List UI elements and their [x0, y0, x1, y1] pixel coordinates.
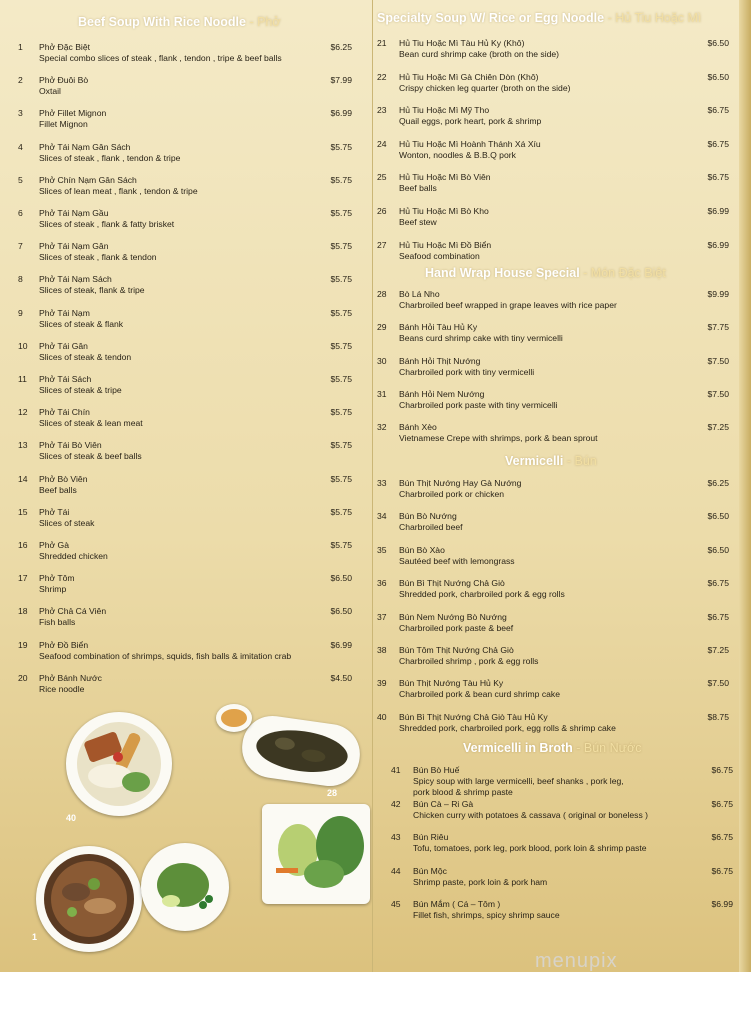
menu-item-price: $6.75	[707, 138, 729, 149]
menu-item-price: $5.75	[330, 141, 352, 152]
menu-item-price: $5.75	[330, 307, 352, 318]
right-column	[372, 0, 751, 972]
menu-item-description: Crispy chicken leg quarter (broth on the side)	[399, 82, 571, 93]
menu-item-price: $7.25	[707, 645, 729, 655]
menu-item-name: Bún Riêu	[413, 832, 449, 843]
menu-item-price: $7.25	[707, 422, 729, 433]
menu-item-description: Charbroiled beef wrapped in grape leaves with rice paper	[399, 300, 617, 310]
menu-item-description: Rice noodle	[39, 683, 85, 694]
menu-item-name: Phở Tái Sách	[39, 374, 92, 384]
menu-item-number: 31	[377, 388, 387, 399]
menu-item-name: Phở Fillet Mignon	[39, 108, 107, 119]
menu-item-description: Slices of steak & tendon	[39, 351, 132, 362]
photo-plate-pho-icon	[36, 846, 142, 952]
menu-item	[377, 545, 729, 575]
menu-item-name: Bún Cà – Ri Gà	[413, 798, 474, 809]
menu-item	[377, 478, 729, 508]
photo-plate-garnish-icon	[141, 843, 229, 931]
menu-item-price: $6.50	[707, 511, 729, 522]
menu-item-name: Bánh Hỏi Nem Nướng	[399, 388, 485, 399]
menu-item-description: Slices of steak & tripe	[39, 385, 122, 395]
menu-item-name: Bánh Xèo	[399, 422, 437, 433]
menu-item	[18, 606, 352, 636]
menu-item-number: 6	[18, 208, 23, 218]
menu-item-price: $7.50	[707, 355, 729, 366]
menu-item	[18, 175, 352, 205]
menu-item	[377, 712, 729, 742]
menu-item	[18, 75, 352, 105]
section-title-viet: - Bún	[566, 454, 597, 468]
menu-item-number: 28	[377, 289, 387, 299]
menu-item-name: Bún Bì Thịt Nướng Chả Giò Tàu Hủ Ky	[399, 711, 548, 722]
menu-item-price: $5.75	[330, 506, 352, 517]
menu-item-name: Hủ Tiu Hoặc Mì Gà Chiên Dòn (Khô)	[399, 71, 539, 82]
left-column	[0, 0, 372, 972]
menu-item	[377, 422, 729, 452]
menu-item	[377, 139, 729, 169]
menu-item-description: Bean curd shrimp cake (broth on the side)	[399, 49, 560, 59]
section-title-text: Hand Wrap House Special	[425, 266, 580, 280]
menu-item-description: Shredded chicken	[39, 551, 108, 561]
menu-item-number: 30	[377, 355, 387, 366]
menu-item-price: $7.50	[707, 388, 729, 399]
menu-item	[377, 511, 729, 541]
menu-item	[18, 374, 352, 404]
photo-label-1: 1	[32, 932, 38, 942]
menu-item-name: Phở Bánh Nước	[39, 672, 102, 683]
menu-item-number: 24	[377, 138, 387, 149]
food-photo-collage	[0, 700, 372, 972]
menu-item-name: Phở Tái Bò Viên	[39, 440, 102, 451]
menu-item-description: Charbroiled pork paste with tiny vermicelli	[399, 399, 558, 410]
menu-item	[377, 322, 729, 352]
menu-item-name: Phở Chả Cá Viên	[39, 606, 107, 617]
menu-item-name: Bò Lá Nho	[399, 289, 440, 299]
menu-item	[18, 673, 352, 703]
menu-item-price: $7.50	[707, 678, 729, 689]
dipping-sauce-icon	[216, 704, 252, 732]
section-title-viet: - Bún Nước	[576, 741, 642, 755]
menu-item-number: 25	[377, 172, 387, 183]
menu-item-number: 38	[377, 645, 387, 655]
menu-item-number: 15	[18, 506, 28, 517]
menu-item-price: $6.25	[330, 42, 352, 52]
menu-item	[377, 105, 729, 135]
menu-item-description: Slices of steak , flank & fatty brisket	[39, 219, 175, 229]
menu-item-price: $5.75	[330, 374, 352, 384]
menu-item-number: 39	[377, 678, 387, 689]
section-title-pho	[78, 15, 281, 29]
menu-item-price: $6.75	[711, 832, 733, 843]
menu-item	[377, 38, 729, 68]
menu-item-description: Shredded pork, charbroiled pork & egg rolls	[399, 589, 565, 600]
menu-item	[18, 507, 352, 537]
menu-item-name: Hủ Tiu Hoặc Mì Tàu Hủ Ky (Khô)	[399, 38, 525, 48]
menu-item	[18, 42, 352, 72]
menu-item-number: 32	[377, 422, 387, 433]
menu-item	[377, 206, 729, 236]
menu-item-name: Bún Thịt Nướng Tàu Hủ Ky	[399, 678, 504, 689]
menu-item-price: $5.75	[330, 208, 352, 218]
menu-item-name: Phở Đồ Biển	[39, 639, 89, 650]
menu-item-number: 40	[377, 711, 387, 722]
menu-item-number: 5	[18, 174, 23, 185]
menu-item-name: Phở Đuôi Bò	[39, 75, 89, 86]
menu-item-number: 36	[377, 578, 387, 589]
menu-item-description: Tofu, tomatoes, pork leg, pork blood, pork loin & shrimp paste	[413, 843, 647, 854]
menu-item-description: Charbroiled pork with tiny vermicelli	[399, 366, 535, 377]
menu-item-price: $6.75	[711, 765, 733, 775]
menu-item-name: Hủ Tiu Hoặc Mì Đồ Biển	[399, 239, 492, 250]
menu-item-description: Oxtail	[39, 86, 61, 97]
photo-plate-grape-beef-icon	[238, 712, 363, 790]
sauce-bowl-icon	[216, 704, 252, 732]
menu-item	[18, 540, 352, 570]
menu-item-number: 27	[377, 239, 387, 250]
menu-item-name: Bánh Hỏi Tàu Hủ Ky	[399, 322, 478, 333]
menu-item-price: $9.99	[707, 289, 729, 299]
fresh-herbs-icon	[262, 804, 370, 904]
menu-item-name: Bún Mắm ( Cá – Tôm )	[413, 899, 501, 910]
menu-item-price: $6.75	[711, 865, 733, 876]
menu-item-number: 4	[18, 141, 23, 152]
menu-item-price: $6.50	[707, 71, 729, 82]
menu-item-price: $6.99	[711, 899, 733, 910]
menu-item-name: Phở Tái Nạm Gân Sách	[39, 141, 131, 152]
menu-item-number: 42	[391, 798, 401, 809]
menu-item-number: 41	[391, 765, 401, 775]
menu-item-price: $5.75	[330, 407, 352, 418]
section-title-handwrap	[425, 266, 666, 280]
menu-item-name: Hủ Tiu Hoặc Mì Bò Kho	[399, 206, 489, 216]
menu-item-description: Slices of steak , flank & tendon	[39, 252, 157, 263]
menu-item-number: 3	[18, 108, 23, 119]
menu-item-price: $6.25	[707, 478, 729, 488]
menu-item-description: Fillet fish, shrimps, spicy shrimp sauce	[413, 910, 560, 921]
menu-item	[18, 241, 352, 271]
menu-item-price: $6.75	[707, 611, 729, 622]
menu-item-number: 12	[18, 407, 28, 418]
menu-item	[377, 72, 729, 102]
menu-item	[377, 389, 729, 419]
menu-item-price: $6.75	[707, 578, 729, 589]
menu-item-name: Hủ Tiu Hoặc Mì Hoành Thánh Xá Xíu	[399, 138, 541, 149]
menu-item	[18, 440, 352, 470]
menu-item-name: Phở Chín Nạm Gân Sách	[39, 174, 137, 185]
menu-item	[18, 108, 352, 138]
menu-item	[377, 678, 729, 708]
menu-item-name: Bánh Hỏi Thịt Nướng	[399, 355, 481, 366]
menu-item-number: 33	[377, 478, 387, 488]
menu-item-description: Slices of lean meat , flank , tendon & tripe	[39, 185, 198, 196]
menu-item-description: Seafood combination of shrimps, squids, fish balls & imitation crab	[39, 650, 292, 661]
menu-item-number: 29	[377, 322, 387, 333]
menu-item-number: 2	[18, 75, 23, 86]
section-title-specialty	[377, 11, 701, 25]
menu-item-description-continued: pork blood & shrimp paste	[413, 787, 513, 797]
menu-item-number: 45	[391, 899, 401, 910]
menu-item-price: $6.50	[707, 38, 729, 48]
menu-item-number: 19	[18, 639, 28, 650]
menu-item-description: Slices of steak & flank	[39, 318, 124, 329]
section-title-viet: - Phở	[249, 15, 281, 29]
menu-item-description: Shredded pork, charbroiled pork, egg rolls & shrimp cake	[399, 722, 616, 733]
menu-item-name: Bún Nem Nướng Bò Nướng	[399, 611, 507, 622]
menu-item	[377, 172, 729, 202]
vermicelli-dish-icon	[66, 712, 172, 816]
menu-item-price: $6.75	[707, 105, 729, 116]
menu-item-number: 26	[377, 206, 387, 216]
section-title-text: Beef Soup With Rice Noodle	[78, 15, 246, 29]
menu-item-name: Phở Bò Viên	[39, 473, 88, 484]
menu-item-description: Wonton, noodles & B.B.Q pork	[399, 149, 516, 160]
menu-item-description: Quail eggs, pork heart, pork & shrimp	[399, 116, 542, 127]
section-title-vermicelli	[505, 454, 597, 468]
menu-item	[391, 899, 733, 929]
menu-item-price: $7.99	[330, 75, 352, 86]
section-title-broth	[463, 741, 641, 755]
menu-item-price: $6.99	[330, 108, 352, 119]
menu-item-description: Beans curd shrimp cake with tiny vermicelli	[399, 333, 563, 344]
menu-item	[18, 474, 352, 504]
menu-item-description: Slices of steak & lean meat	[39, 418, 143, 429]
menu-item-price: $5.75	[330, 241, 352, 252]
menu-item-name: Phở Tôm	[39, 573, 75, 584]
menu-item-description: Chicken curry with potatoes & cassava ( original or boneless )	[413, 809, 649, 820]
menu-item-price: $6.50	[330, 606, 352, 617]
menu-item-name: Phở Tái Nạm Sách	[39, 274, 112, 285]
menu-item	[377, 578, 729, 608]
menu-item-price: $6.99	[707, 239, 729, 250]
menu-item-name: Phở Tái Nạm Gầu	[39, 208, 109, 218]
menu-item-number: 13	[18, 440, 28, 451]
photo-label-40: 40	[66, 813, 77, 823]
menu-item-description: Fish balls	[39, 617, 76, 628]
menu-item	[391, 799, 733, 829]
menu-item-number: 23	[377, 105, 387, 116]
menu-item-price: $5.75	[330, 174, 352, 185]
menu-item-description: Charbroiled shrimp , pork & egg rolls	[399, 656, 539, 666]
menu-item-name: Bún Bì Thịt Nướng Chả Giò	[399, 578, 505, 589]
section-title-text: Specialty Soup W/ Rice or Egg Noodle	[377, 11, 605, 25]
menu-item-price: $5.75	[330, 340, 352, 351]
menu-item	[377, 645, 729, 675]
menu-item-price: $5.75	[330, 540, 352, 550]
menu-item-name: Phở Gà	[39, 540, 69, 550]
menu-item-number: 22	[377, 71, 387, 82]
menu-item	[18, 640, 352, 670]
menu-item-description: Slices of steak , flank , tendon & tripe	[39, 152, 181, 163]
menu-item-description: Charbroiled pork & bean curd shrimp cake	[399, 689, 560, 700]
menu-item	[391, 832, 733, 862]
menu-item-description: Charbroiled beef	[399, 522, 463, 533]
menu-item-number: 14	[18, 473, 28, 484]
menu-item-number: 35	[377, 544, 387, 555]
menu-item-number: 21	[377, 38, 387, 48]
menu-item-number: 10	[18, 340, 28, 351]
menu-item-name: Bún Bò Nướng	[399, 511, 457, 522]
garnish-plate-icon	[141, 843, 229, 931]
section-title-viet: - Hủ Tiu Hoặc Mì	[607, 11, 702, 25]
menu-item-description: Charbroiled pork or chicken	[399, 489, 505, 499]
menu-item-description: Slices of steak, flank & tripe	[39, 285, 145, 296]
menu-item-name: Bún Mộc	[413, 865, 447, 876]
menu-item-description: Seafood combination	[399, 250, 480, 261]
menu-item	[391, 765, 733, 795]
menu-item-description: Charbroiled pork paste & beef	[399, 622, 514, 633]
menu-item-price: $6.75	[711, 798, 733, 809]
watermark-text: menupix	[535, 950, 618, 972]
menu-item-number: 37	[377, 611, 387, 622]
menu-item-name: Bún Thịt Nướng Hay Gà Nướng	[399, 478, 522, 488]
pho-bowl-icon	[36, 846, 142, 952]
menu-item-price: $6.99	[707, 206, 729, 216]
menu-item-description: Slices of steak	[39, 517, 95, 528]
menu-item-price: $7.75	[707, 322, 729, 333]
menu-item-name: Bún Bò Huế	[413, 765, 460, 775]
menu-item-description: Fillet Mignon	[39, 119, 88, 130]
menu-item-description: Special combo slices of steak , flank , tendon , tripe & beef balls	[39, 53, 282, 63]
menu-item-price: $5.75	[330, 274, 352, 285]
menu-item	[18, 274, 352, 304]
menu-item-number: 7	[18, 241, 23, 252]
menu-item-name: Phở Tái	[39, 506, 70, 517]
menu-item-name: Phở Tái Chín	[39, 407, 90, 418]
menu-item-name: Hủ Tiu Hoặc Mì Bò Viên	[399, 172, 491, 183]
menu-item	[377, 289, 729, 319]
menu-item-number: 20	[18, 672, 28, 683]
menu-item-number: 8	[18, 274, 23, 285]
menu-item	[18, 208, 352, 238]
menu-item	[18, 308, 352, 338]
menu-item-number: 17	[18, 573, 28, 584]
menu-item-description: Beef balls	[399, 183, 437, 194]
menu-item-number: 43	[391, 832, 401, 843]
menu-item	[377, 356, 729, 386]
menu-item-description: Sautéed beef with lemongrass	[399, 555, 515, 566]
menu-item-number: 44	[391, 865, 401, 876]
menu-item-number: 1	[18, 42, 23, 52]
menu-item-name: Phở Tái Gân	[39, 340, 88, 351]
menu-item-price: $5.75	[330, 473, 352, 484]
menu-item-name: Phở Tái Nạm Gân	[39, 241, 109, 252]
section-title-viet: - Món Đặc Biệt	[583, 266, 666, 280]
photo-plate-greens-icon	[262, 804, 370, 904]
photo-plate-vermicelli-icon	[66, 712, 172, 816]
menu-item-name: Bún Tôm Thịt Nướng Chả Giò	[399, 645, 514, 655]
menu-item	[18, 573, 352, 603]
menu-item-description: Spicy soup with large vermicelli, beef shanks , pork leg,	[413, 776, 624, 786]
photo-label-28: 28	[327, 788, 338, 798]
menu-item-name: Hủ Tiu Hoặc Mì Mỹ Tho	[399, 105, 490, 116]
menu-item-number: 16	[18, 540, 28, 550]
menu-item-price: $6.50	[707, 544, 729, 555]
menu-item-price: $6.50	[330, 573, 352, 584]
menu-item-description: Shrimp	[39, 584, 67, 595]
menu-item-price: $8.75	[707, 711, 729, 722]
menu-item-name: Bún Bò Xào	[399, 544, 445, 555]
menu-item-number: 11	[18, 374, 27, 384]
menu-item	[18, 142, 352, 172]
menu-item-price: $4.50	[330, 672, 352, 683]
menu-item	[377, 612, 729, 642]
menu-item	[18, 341, 352, 371]
menu-item-description: Slices of steak & beef balls	[39, 451, 142, 462]
menu-item-price: $5.75	[330, 440, 352, 451]
menu-item-description: Beef stew	[399, 217, 437, 227]
menu-item-number: 9	[18, 307, 23, 318]
grape-leaf-beef-icon	[238, 712, 363, 790]
menu-item-name: Phở Tái Nạm	[39, 307, 90, 318]
menu-item-name: Phở Đặc Biệt	[39, 42, 91, 52]
menu-item-number: 34	[377, 511, 387, 522]
menu-item-description: Shrimp paste, pork loin & pork ham	[413, 876, 548, 887]
menu-item-description: Vietnamese Crepe with shrimps, pork & bean sprout	[399, 433, 598, 444]
page-edge-photo-strip	[739, 0, 751, 972]
menu-item-price: $6.75	[707, 172, 729, 183]
menu-item-number: 18	[18, 606, 28, 617]
section-title-text: Vermicelli	[505, 454, 564, 468]
menu-item	[391, 866, 733, 896]
section-title-text: Vermicelli in Broth	[463, 741, 573, 755]
menu-item	[18, 407, 352, 437]
menu-item-price: $6.99	[330, 639, 352, 650]
menu-item-description: Beef balls	[39, 484, 77, 495]
